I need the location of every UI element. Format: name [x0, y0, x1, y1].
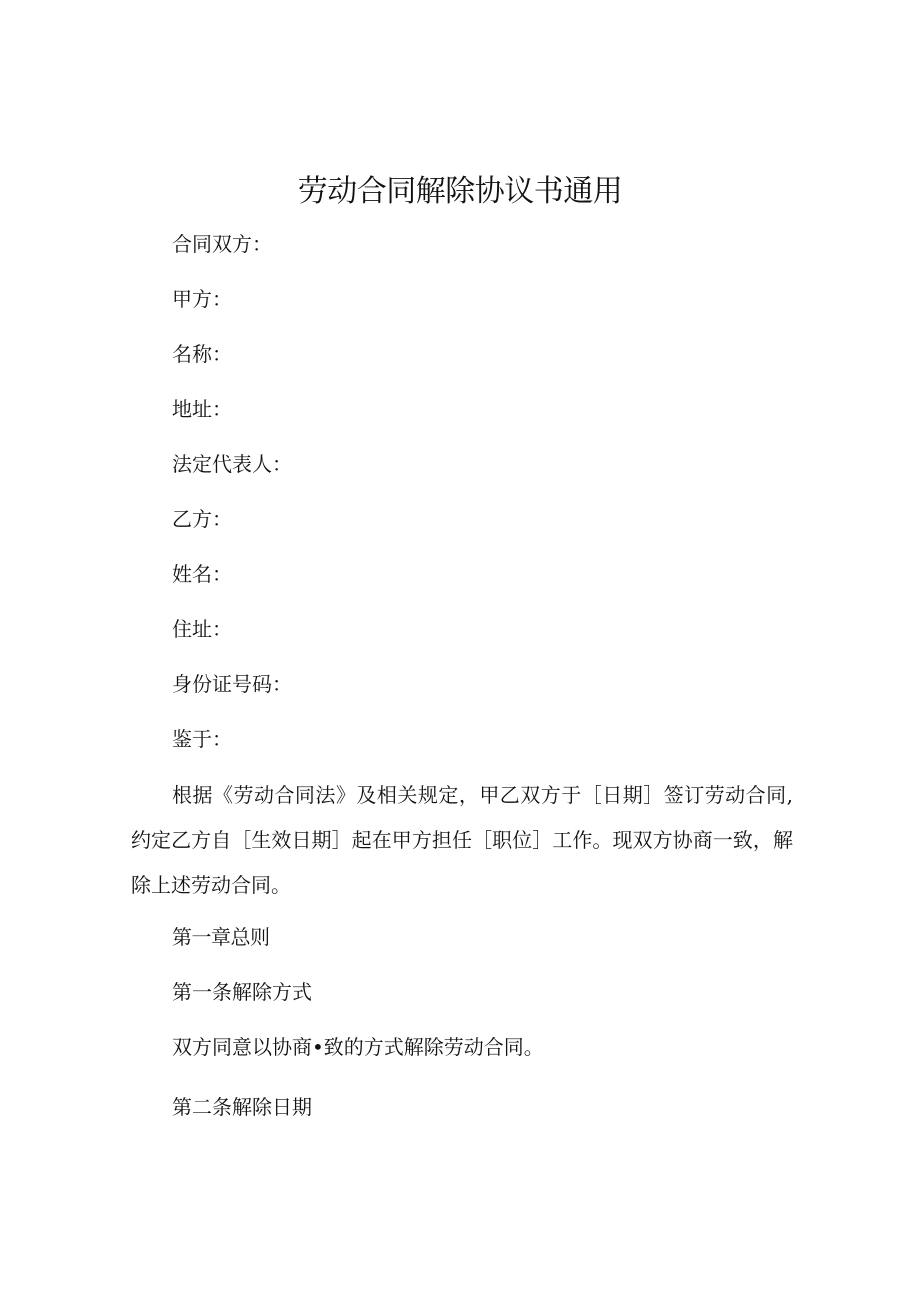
party-b-address-label: 住址：	[172, 617, 232, 641]
party-a-representative-label: 法定代表人：	[172, 452, 292, 476]
party-a-address-label: 地址：	[172, 397, 232, 421]
document-title: 劳动合同解除协议书通用	[297, 174, 623, 209]
party-b-name-label: 姓名：	[172, 562, 232, 586]
whereas-label: 鉴于：	[172, 727, 232, 751]
recital-paragraph: 根据《劳动合同法》及相关规定，甲乙双方于［日期］签订劳动合同,约定乙方自［生效日期］起在甲方担任［职位］工作。现双方协商一致，解除上述劳动合同。	[131, 783, 793, 897]
article-1-heading: 第一条解除方式	[172, 980, 312, 1004]
article-2-heading: 第二条解除日期	[172, 1095, 312, 1119]
article-1-body: 双方同意以协商•致的方式解除劳动合同。	[172, 1035, 544, 1059]
parties-heading: 合同双方：	[172, 232, 272, 256]
party-b-id-label: 身份证号码：	[172, 672, 292, 696]
party-b-label: 乙方：	[172, 507, 232, 531]
chapter-1-heading: 第一章总则	[172, 925, 270, 949]
party-a-label: 甲方：	[172, 287, 232, 311]
party-a-name-label: 名称：	[172, 342, 232, 366]
